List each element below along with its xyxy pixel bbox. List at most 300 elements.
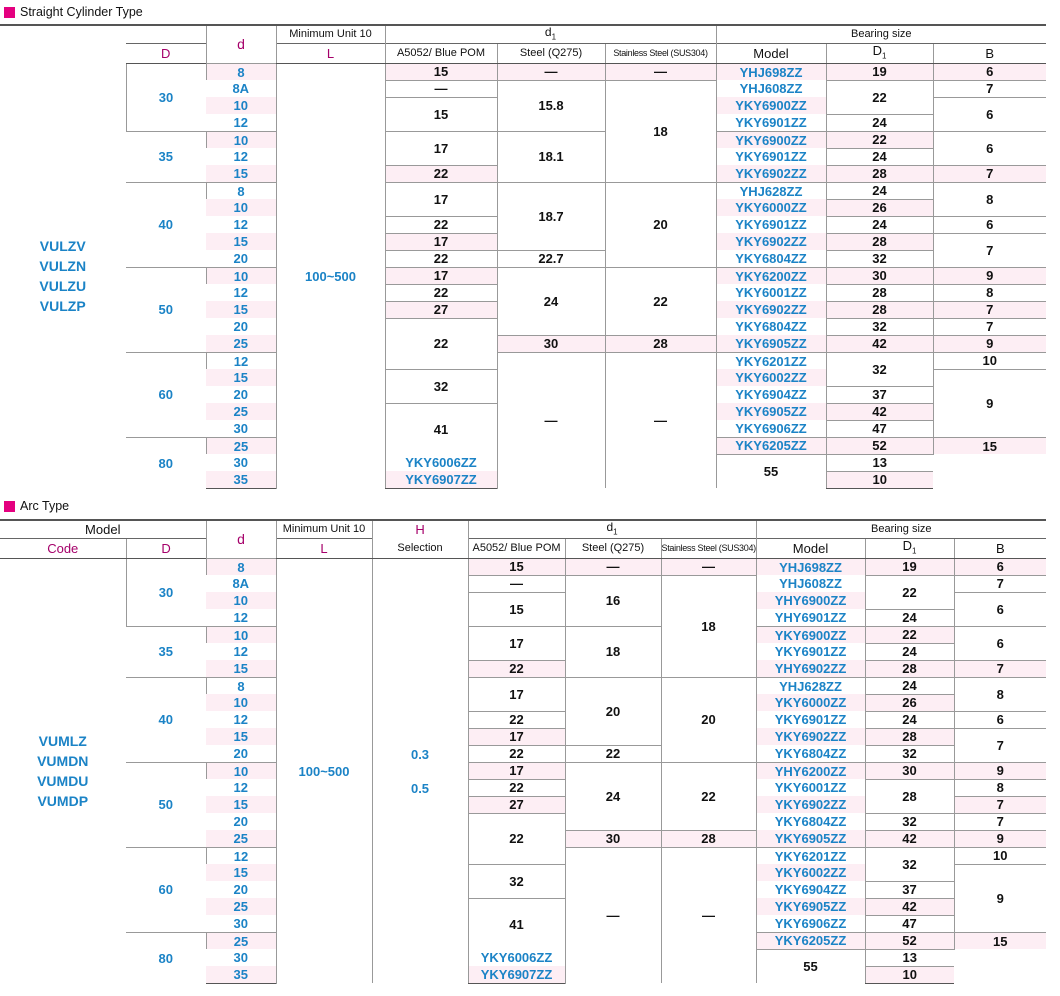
steel-value: 20 xyxy=(565,677,661,745)
D1-value: 52 xyxy=(865,932,954,949)
D1-value: 24 xyxy=(865,677,954,694)
a5052-value: 22 xyxy=(385,216,497,233)
a5052-value: 22 xyxy=(468,660,565,677)
D1-value: 52 xyxy=(826,437,933,454)
a5052-value: 41 xyxy=(468,898,565,949)
arc-spec-table xyxy=(0,519,1046,984)
D-value: 30 xyxy=(126,63,206,131)
stainless-header: Stainless Steel (SUS304) xyxy=(661,539,756,559)
stainless-value: — xyxy=(605,352,716,488)
d-value: 25 xyxy=(206,437,276,454)
steel-value: 24 xyxy=(497,267,605,335)
d-value: 8A xyxy=(206,80,276,97)
steel-value: 18.1 xyxy=(497,131,605,182)
bearing-model: YKY6901ZZ xyxy=(756,711,865,728)
stainless-value: 20 xyxy=(605,182,716,267)
bearing-model: YHJ698ZZ xyxy=(756,558,865,575)
a5052-value: 22 xyxy=(468,779,565,796)
D1-value: 42 xyxy=(826,403,933,420)
table-row xyxy=(0,558,1046,575)
model-code: VULZV xyxy=(39,237,86,254)
D1-value: 28 xyxy=(865,779,954,813)
d-value: 12 xyxy=(206,779,276,796)
a5052-value: 15 xyxy=(468,592,565,626)
table-row xyxy=(0,267,1046,284)
D-value: 40 xyxy=(126,182,206,267)
a5052-value: 27 xyxy=(385,301,497,318)
bearing-model: YHY6200ZZ xyxy=(756,762,865,779)
a5052-value: 17 xyxy=(385,131,497,165)
B-value: 8 xyxy=(933,182,1046,216)
B-value: 9 xyxy=(933,335,1046,352)
bearing-model-header: Model xyxy=(756,539,865,559)
D1-value: 24 xyxy=(826,182,933,199)
bearing-model: YKY6804ZZ xyxy=(756,745,865,762)
B-value: 6 xyxy=(954,626,1046,660)
d-value: 12 xyxy=(206,352,276,369)
bearing-model: YKY6006ZZ xyxy=(385,454,497,471)
bearing-model: YKY6901ZZ xyxy=(716,114,826,131)
D-value: 60 xyxy=(126,352,206,437)
bearing-model: YKY6906ZZ xyxy=(716,420,826,437)
D1-header: $D_1$ xyxy=(865,539,954,559)
section-marker-icon xyxy=(4,501,15,512)
d-value: 20 xyxy=(206,250,276,267)
steel-value: — xyxy=(497,63,605,80)
steel-header: Steel (Q275) xyxy=(565,539,661,559)
D1-value: 42 xyxy=(865,830,954,847)
d-value: 8 xyxy=(206,63,276,80)
section-marker-icon xyxy=(4,7,15,18)
bearing-model: YKY6900ZZ xyxy=(756,626,865,643)
B-value: 9 xyxy=(954,830,1046,847)
steel-value: 24 xyxy=(565,762,661,830)
a5052-value: 17 xyxy=(468,762,565,779)
d-value: 12 xyxy=(206,643,276,660)
d-value: 12 xyxy=(206,148,276,165)
straight-spec-table xyxy=(0,24,1046,489)
d-value: 25 xyxy=(206,403,276,420)
D1-value: 32 xyxy=(865,813,954,830)
H-values xyxy=(373,746,468,814)
d-value: 25 xyxy=(206,932,276,949)
D-value: 35 xyxy=(126,626,206,677)
B-value: 9 xyxy=(933,267,1046,284)
model-code: VUMLZ xyxy=(38,733,87,750)
bearing-model: YHJ628ZZ xyxy=(716,182,826,199)
bearing-model: YHJ608ZZ xyxy=(756,575,865,592)
d-value: 15 xyxy=(206,796,276,813)
D1-value: 30 xyxy=(826,267,933,284)
B-value: 6 xyxy=(933,131,1046,165)
H-value: 0.3 xyxy=(410,746,430,762)
d-value: 20 xyxy=(206,881,276,898)
bearing-size-header: Bearing size xyxy=(716,25,1046,44)
a5052-value: 17 xyxy=(468,677,565,711)
bearing-model: YKY6905ZZ xyxy=(716,335,826,352)
a5052-value: 17 xyxy=(385,233,497,250)
H-header: H xyxy=(372,520,468,539)
bearing-model: YKY6001ZZ xyxy=(756,779,865,796)
a5052-header: A5052/ Blue POM xyxy=(385,44,497,64)
steel-header: Steel (Q275) xyxy=(497,44,605,64)
D1-value: 28 xyxy=(865,728,954,745)
a5052-value: 32 xyxy=(468,864,565,898)
D-value: 80 xyxy=(126,932,206,983)
d-value: 35 xyxy=(206,471,276,488)
d-value: 15 xyxy=(206,165,276,182)
model-header: Model xyxy=(716,44,826,64)
B-value: 7 xyxy=(954,660,1046,677)
a5052-value: 15 xyxy=(385,63,497,80)
D1-value: 28 xyxy=(826,165,933,182)
straight-title-text: Straight Cylinder Type xyxy=(20,5,143,19)
stainless-value: 18 xyxy=(661,575,756,677)
a5052-value: 22 xyxy=(468,711,565,728)
a5052-value: 17 xyxy=(385,182,497,216)
min-unit-header: Minimum Unit 10 xyxy=(276,520,372,539)
L-range: 100~500 xyxy=(276,558,372,983)
bearing-model: YKY6904ZZ xyxy=(716,386,826,403)
D-header: D xyxy=(126,44,206,64)
model-codes-cell xyxy=(0,558,126,983)
D1-value: 22 xyxy=(865,626,954,643)
bearing-model: YHJ608ZZ xyxy=(716,80,826,97)
stainless-value: 18 xyxy=(605,80,716,182)
a5052-value: 15 xyxy=(468,558,565,575)
B-value: 6 xyxy=(954,592,1046,626)
bearing-model: YHJ628ZZ xyxy=(756,677,865,694)
steel-value: 22 xyxy=(565,745,661,762)
steel-value: — xyxy=(565,847,661,983)
table-row xyxy=(0,677,1046,694)
stainless-value: 28 xyxy=(661,830,756,847)
D-value: 40 xyxy=(126,677,206,762)
L-range: 100~500 xyxy=(276,63,385,488)
D1-value: 26 xyxy=(826,199,933,216)
D1-value: 26 xyxy=(865,694,954,711)
bearing-model: YKY6200ZZ xyxy=(716,267,826,284)
D1-value: 24 xyxy=(865,711,954,728)
B-value: 7 xyxy=(933,165,1046,182)
d-value: 12 xyxy=(206,284,276,301)
model-code: VULZN xyxy=(39,257,87,274)
d-value: 15 xyxy=(206,301,276,318)
table-row xyxy=(0,626,1046,643)
bearing-size-header: Bearing size xyxy=(756,520,1046,539)
bearing-model: YKY6901ZZ xyxy=(756,643,865,660)
table-row xyxy=(0,182,1046,199)
a5052-value: 22 xyxy=(385,284,497,301)
d-value: 15 xyxy=(206,233,276,250)
steel-value: 16 xyxy=(565,575,661,626)
B-value: 8 xyxy=(933,284,1046,301)
L-header: L xyxy=(276,539,372,559)
D1-value: 32 xyxy=(826,352,933,386)
stainless-value: — xyxy=(661,558,756,575)
d-value: 10 xyxy=(206,131,276,148)
B-value: 9 xyxy=(933,369,1046,437)
D1-value: 24 xyxy=(826,216,933,233)
d-value: 20 xyxy=(206,813,276,830)
steel-value: 22.7 xyxy=(497,250,605,267)
model-codes-cell xyxy=(0,63,126,488)
model-code: VULZP xyxy=(39,297,86,314)
B-value: 8 xyxy=(954,677,1046,711)
B-value: 10 xyxy=(826,471,933,488)
B-value: 9 xyxy=(954,864,1046,932)
B-value: 7 xyxy=(954,728,1046,762)
d-value: 20 xyxy=(206,386,276,403)
bearing-model: YKY6002ZZ xyxy=(716,369,826,386)
d-value: 25 xyxy=(206,898,276,915)
d-value: 15 xyxy=(206,864,276,881)
bearing-model: YKY6002ZZ xyxy=(756,864,865,881)
stainless-value: 28 xyxy=(605,335,716,352)
d-value: 12 xyxy=(206,847,276,864)
B-value: 15 xyxy=(954,932,1046,949)
B-value: 7 xyxy=(933,318,1046,335)
D1-value: 28 xyxy=(865,660,954,677)
bearing-model: YKY6900ZZ xyxy=(716,131,826,148)
bearing-model: YKY6907ZZ xyxy=(385,471,497,488)
bearing-model: YKY6900ZZ xyxy=(716,97,826,114)
model-code: VULZU xyxy=(39,277,87,294)
steel-value: 15.8 xyxy=(497,80,605,131)
stainless-value: — xyxy=(605,63,716,80)
H-selection-cell xyxy=(372,558,468,983)
d-value: 10 xyxy=(206,626,276,643)
bearing-model: YHY6902ZZ xyxy=(756,660,865,677)
bearing-model: YKY6804ZZ xyxy=(716,318,826,335)
D1-value: 24 xyxy=(826,114,933,131)
a5052-value: 17 xyxy=(468,626,565,660)
a5052-value: 17 xyxy=(385,267,497,284)
table-row xyxy=(0,352,1046,369)
B-value: 15 xyxy=(933,437,1046,454)
bearing-model: YKY6901ZZ xyxy=(716,216,826,233)
D1-value: 55 xyxy=(716,454,826,488)
D1-value: 28 xyxy=(826,301,933,318)
bearing-model: YHY6901ZZ xyxy=(756,609,865,626)
a5052-header: A5052/ Blue POM xyxy=(468,539,565,559)
straight-section-title xyxy=(4,5,143,19)
bearing-model: YKY6904ZZ xyxy=(756,881,865,898)
bearing-model: YKY6804ZZ xyxy=(756,813,865,830)
arc-section-title xyxy=(4,499,69,513)
bearing-model: YKY6000ZZ xyxy=(756,694,865,711)
d-value: 35 xyxy=(206,966,276,983)
D1-value: 32 xyxy=(865,847,954,881)
d-value: 8 xyxy=(206,558,276,575)
d-value: 30 xyxy=(206,420,276,437)
code-header xyxy=(0,25,126,63)
steel-value: 30 xyxy=(565,830,661,847)
d-value: 12 xyxy=(206,216,276,233)
B-value: 10 xyxy=(865,966,954,983)
min-unit-header: Minimum Unit 10 xyxy=(276,25,385,44)
D1-value: 47 xyxy=(865,915,954,932)
model-code: VUMDP xyxy=(37,793,89,810)
d-value: 10 xyxy=(206,592,276,609)
d-value: 15 xyxy=(206,369,276,386)
d-value: 8 xyxy=(206,182,276,199)
a5052-value: 22 xyxy=(385,165,497,182)
D-header: D xyxy=(126,539,206,559)
d1-header: $d_1$ xyxy=(468,520,756,539)
bearing-model: YKY6804ZZ xyxy=(716,250,826,267)
H-value: 0.5 xyxy=(410,780,430,796)
a5052-value: 41 xyxy=(385,403,497,454)
D1-value: 24 xyxy=(865,609,954,626)
D-value: 60 xyxy=(126,847,206,932)
D1-value: 28 xyxy=(826,284,933,301)
B-header: B xyxy=(954,539,1046,559)
bearing-model: YKY6902ZZ xyxy=(716,301,826,318)
stainless-value: — xyxy=(661,847,756,983)
a5052-value: — xyxy=(385,80,497,97)
bearing-model: YKY6902ZZ xyxy=(756,796,865,813)
D1-value: 47 xyxy=(826,420,933,437)
D1-value: 22 xyxy=(865,575,954,609)
B-value: 6 xyxy=(933,216,1046,233)
D1-value: 30 xyxy=(865,762,954,779)
arc-table-body xyxy=(0,558,1046,983)
steel-value: — xyxy=(565,558,661,575)
B-value: 7 xyxy=(933,80,1046,97)
stainless-value: 20 xyxy=(661,677,756,762)
d-value: 30 xyxy=(206,949,276,966)
d-value: 10 xyxy=(206,694,276,711)
bearing-model: YKY6902ZZ xyxy=(716,233,826,250)
D1-value: 24 xyxy=(865,643,954,660)
model-code: VUMDN xyxy=(37,753,89,770)
a5052-value: 22 xyxy=(385,318,497,369)
D-value: 50 xyxy=(126,267,206,352)
a5052-value: 15 xyxy=(385,97,497,131)
bearing-model: YKY6901ZZ xyxy=(716,148,826,165)
d-value: 30 xyxy=(206,915,276,932)
bearing-model: YKY6902ZZ xyxy=(756,728,865,745)
d-header: d xyxy=(206,520,276,558)
D1-value: 24 xyxy=(826,148,933,165)
d-value: 15 xyxy=(206,660,276,677)
d-value: 10 xyxy=(206,97,276,114)
B-value: 8 xyxy=(954,779,1046,796)
stainless-header: Stainless Steel (SUS304) xyxy=(605,44,716,64)
d-value: 8A xyxy=(206,575,276,592)
B-value: 9 xyxy=(954,762,1046,779)
d-value: 12 xyxy=(206,114,276,131)
bearing-model: YHJ698ZZ xyxy=(716,63,826,80)
a5052-value: 22 xyxy=(385,250,497,267)
B-value: 7 xyxy=(954,796,1046,813)
bearing-model: YKY6905ZZ xyxy=(756,830,865,847)
B-value: 13 xyxy=(826,454,933,471)
table-row xyxy=(0,762,1046,779)
B-value: 6 xyxy=(954,711,1046,728)
a5052-value: 32 xyxy=(385,369,497,403)
d-value: 12 xyxy=(206,609,276,626)
d-value: 10 xyxy=(206,199,276,216)
B-header: B xyxy=(933,44,1046,64)
D1-value: 42 xyxy=(865,898,954,915)
bearing-model: YKY6902ZZ xyxy=(716,165,826,182)
D-value: 80 xyxy=(126,437,206,488)
bearing-model: YKY6000ZZ xyxy=(716,199,826,216)
d-value: 15 xyxy=(206,728,276,745)
D1-value: 19 xyxy=(865,558,954,575)
arc-title-text: Arc Type xyxy=(20,499,70,513)
d-value: 8 xyxy=(206,677,276,694)
D1-value: 32 xyxy=(826,318,933,335)
bearing-model: YKY6205ZZ xyxy=(756,932,865,949)
B-value: 7 xyxy=(933,301,1046,318)
a5052-value: 22 xyxy=(468,813,565,864)
d-value: 30 xyxy=(206,454,276,471)
D1-value: 28 xyxy=(826,233,933,250)
D1-value: 22 xyxy=(826,131,933,148)
selection-header: Selection xyxy=(372,539,468,559)
steel-value: 18 xyxy=(565,626,661,677)
d1-header: $d_1$ xyxy=(385,25,716,44)
straight-table-body xyxy=(0,63,1046,488)
bearing-model: YKY6201ZZ xyxy=(756,847,865,864)
B-value: 6 xyxy=(933,97,1046,131)
B-value: 10 xyxy=(933,352,1046,369)
stainless-value: 22 xyxy=(661,762,756,830)
a5052-value: 17 xyxy=(468,728,565,745)
L-header: L xyxy=(276,44,385,64)
a5052-value: 27 xyxy=(468,796,565,813)
D1-value: 37 xyxy=(865,881,954,898)
bearing-model: YKY6001ZZ xyxy=(716,284,826,301)
D1-header: $D_1$ xyxy=(826,44,933,64)
D-value: 35 xyxy=(126,131,206,182)
d-value: 12 xyxy=(206,711,276,728)
B-value: 6 xyxy=(933,63,1046,80)
bearing-model: YKY6201ZZ xyxy=(716,352,826,369)
D-value: 30 xyxy=(126,558,206,626)
B-value: 13 xyxy=(865,949,954,966)
bearing-model: YKY6006ZZ xyxy=(468,949,565,966)
d-value: 10 xyxy=(206,762,276,779)
table-row xyxy=(0,63,1046,80)
d-header: d xyxy=(206,25,276,63)
D1-value: 42 xyxy=(826,335,933,352)
a5052-value: — xyxy=(468,575,565,592)
D1-value: 32 xyxy=(865,745,954,762)
d-value: 25 xyxy=(206,830,276,847)
d-value: 20 xyxy=(206,318,276,335)
model-code-header: Model xyxy=(0,520,206,539)
B-value: 10 xyxy=(954,847,1046,864)
steel-value: — xyxy=(497,352,605,488)
D1-value: 22 xyxy=(826,80,933,114)
D1-value: 32 xyxy=(826,250,933,267)
bearing-model: YKY6907ZZ xyxy=(468,966,565,983)
bearing-model: YKY6205ZZ xyxy=(716,437,826,454)
d-value: 20 xyxy=(206,745,276,762)
bearing-model: YHY6900ZZ xyxy=(756,592,865,609)
steel-value: 18.7 xyxy=(497,182,605,250)
table-row xyxy=(0,131,1046,148)
B-value: 7 xyxy=(954,813,1046,830)
stainless-value: 22 xyxy=(605,267,716,335)
D1-value: 19 xyxy=(826,63,933,80)
D1-value: 37 xyxy=(826,386,933,403)
a5052-value: 22 xyxy=(468,745,565,762)
